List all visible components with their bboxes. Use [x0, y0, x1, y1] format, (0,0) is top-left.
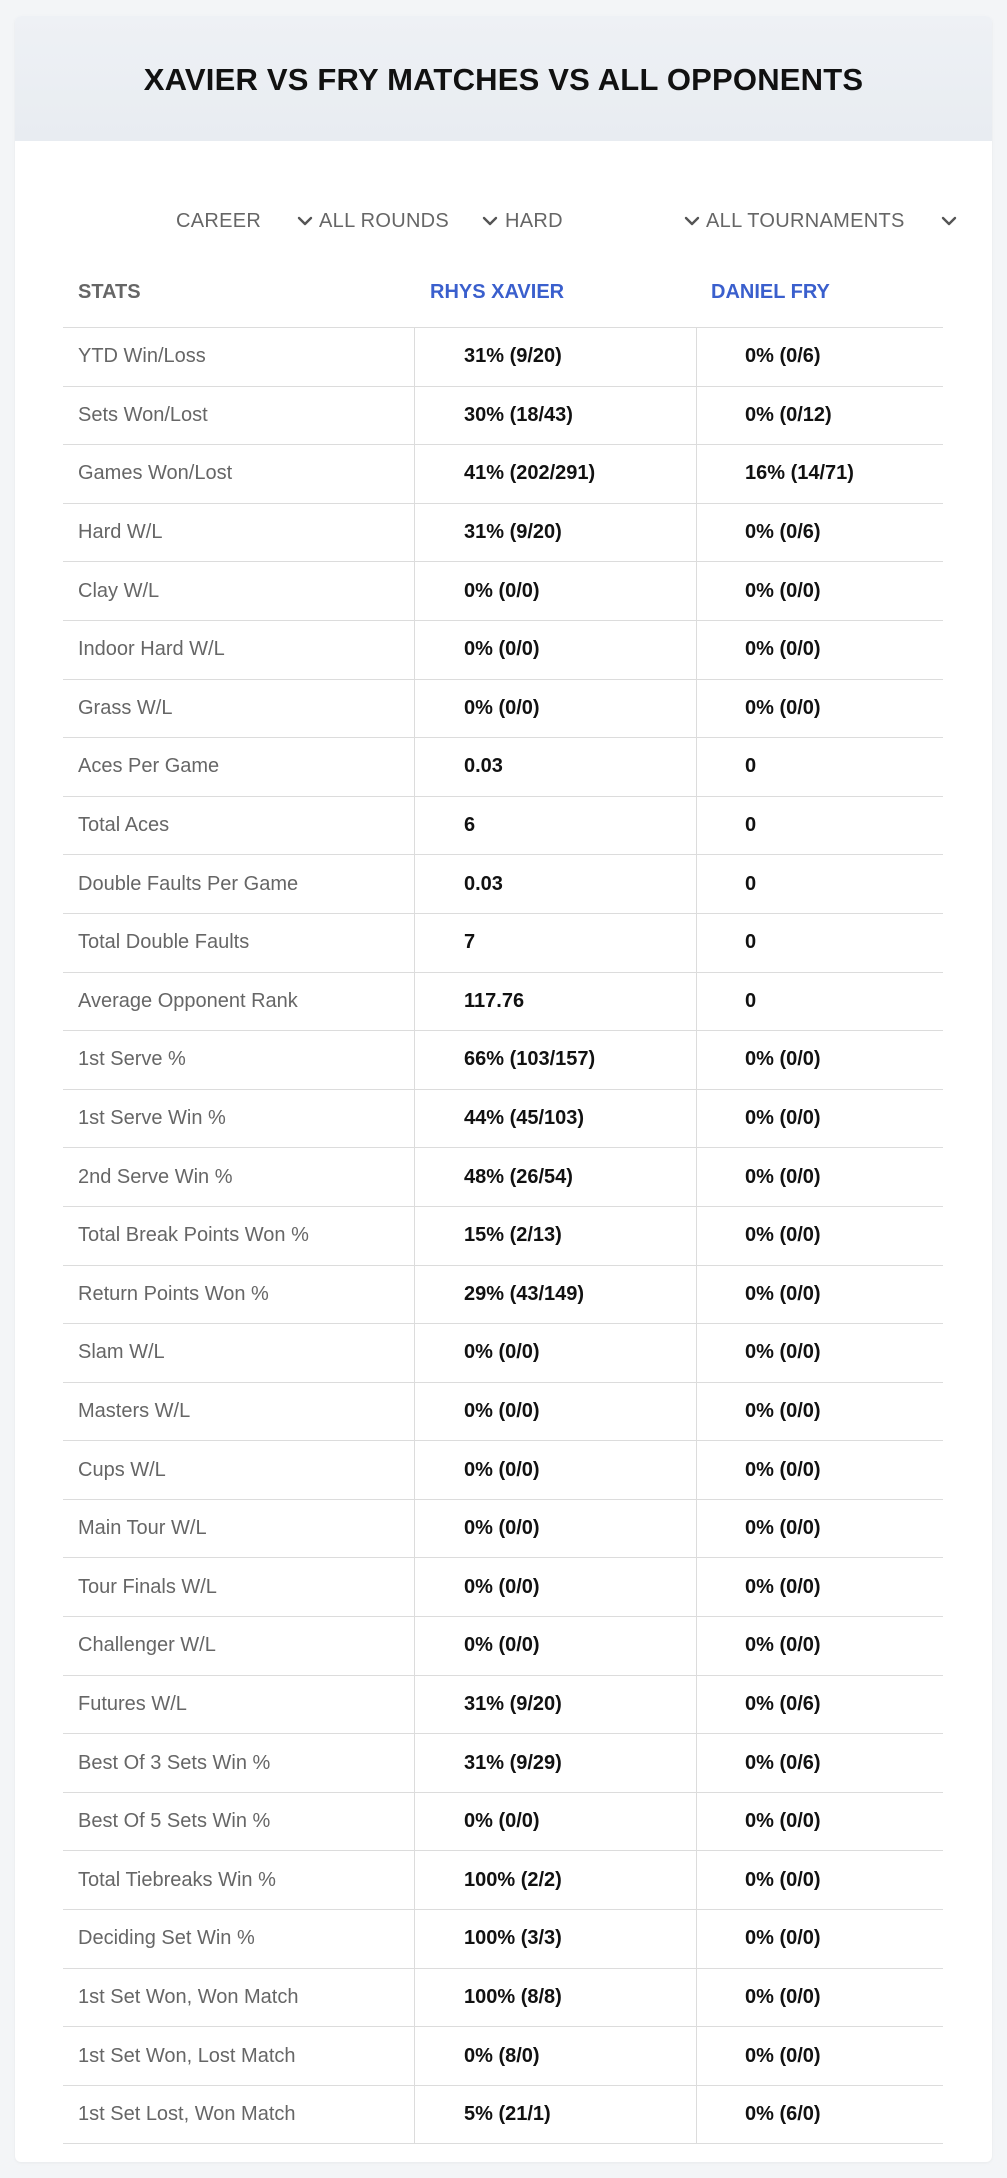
player1-value: 0% (0/0) — [414, 1383, 696, 1441]
player1-value: 0% (0/0) — [414, 1793, 696, 1851]
table-row — [63, 1031, 943, 1090]
filter-tournaments-value: ALL TOURNAMENTS — [706, 209, 905, 232]
filter-rounds[interactable] — [319, 186, 499, 256]
player1-value: 100% (8/8) — [414, 1969, 696, 2027]
page-title: XAVIER VS FRY MATCHES VS ALL OPPONENTS — [143, 61, 864, 97]
player2-value: 0% (0/0) — [696, 1148, 943, 1206]
table-row — [63, 387, 943, 446]
player1-value: 31% (9/20) — [414, 328, 696, 386]
stat-label: Best Of 3 Sets Win % — [78, 1751, 271, 1774]
table-row — [63, 2027, 943, 2086]
player1-value: 30% (18/43) — [414, 387, 696, 445]
table-body — [63, 328, 943, 2144]
table-row — [63, 1148, 943, 1207]
player2-value: 0% (0/0) — [696, 680, 943, 738]
filter-surface-value: HARD — [505, 209, 563, 232]
filter-tournaments[interactable] — [706, 186, 958, 256]
table-row — [63, 621, 943, 680]
table-row — [63, 1676, 943, 1735]
table-row — [63, 1500, 943, 1559]
player1-value: 117.76 — [414, 973, 696, 1031]
player2-value: 0% (0/0) — [696, 1266, 943, 1324]
player2-value: 0% (0/0) — [696, 1793, 943, 1851]
stat-label: Return Points Won % — [78, 1282, 269, 1305]
stat-label: Average Opponent Rank — [78, 989, 298, 1012]
table-row — [63, 328, 943, 387]
player2-value: 0% (0/0) — [696, 1969, 943, 2027]
player1-value: 0% (0/0) — [414, 1324, 696, 1382]
player2-value: 0% (0/0) — [696, 2027, 943, 2085]
stat-label: Indoor Hard W/L — [78, 638, 225, 661]
table-row — [63, 1207, 943, 1266]
player1-value: 0% (0/0) — [414, 562, 696, 620]
stat-label: YTD Win/Loss — [78, 345, 206, 368]
filter-surface[interactable] — [505, 186, 701, 256]
player1-value: 5% (21/1) — [414, 2086, 696, 2144]
stat-label: Cups W/L — [78, 1458, 166, 1481]
filter-period[interactable] — [176, 186, 314, 256]
stat-label: Aces Per Game — [78, 755, 220, 778]
table-row — [63, 1324, 943, 1383]
player2-value: 0 — [696, 855, 943, 913]
player2-value: 0% (0/0) — [696, 1441, 943, 1499]
player2-value: 0% (0/0) — [696, 1910, 943, 1968]
player2-value: 0 — [696, 797, 943, 855]
player2-value: 0% (0/12) — [696, 387, 943, 445]
stat-label: Total Double Faults — [78, 931, 250, 954]
header-player1-link[interactable]: RHYS XAVIER — [430, 280, 565, 303]
player2-value: 0% (6/0) — [696, 2086, 943, 2144]
stat-label: Main Tour W/L — [78, 1517, 207, 1540]
table-row — [63, 2086, 943, 2145]
table-row — [63, 504, 943, 563]
stat-label: Masters W/L — [78, 1399, 191, 1422]
chevron-down-icon — [296, 212, 314, 230]
table-row — [63, 914, 943, 973]
player2-value: 0% (0/0) — [696, 1031, 943, 1089]
table-row — [63, 973, 943, 1032]
table-row — [63, 855, 943, 914]
stat-label: Deciding Set Win % — [78, 1927, 255, 1950]
stats-card — [15, 16, 992, 2162]
player1-value: 29% (43/149) — [414, 1266, 696, 1324]
table-row — [63, 1383, 943, 1442]
player2-value: 0 — [696, 914, 943, 972]
player1-value: 31% (9/29) — [414, 1734, 696, 1792]
table-row — [63, 1910, 943, 1969]
stat-label: Best Of 5 Sets Win % — [78, 1810, 271, 1833]
header-stats: STATS — [78, 280, 141, 303]
player2-value: 0 — [696, 738, 943, 796]
stat-label: Grass W/L — [78, 696, 173, 719]
player2-value: 0% (0/0) — [696, 1383, 943, 1441]
player2-value: 0% (0/6) — [696, 1676, 943, 1734]
filter-period-value: CAREER — [176, 209, 262, 232]
table-row — [63, 1090, 943, 1149]
table-row — [63, 1793, 943, 1852]
stats-table — [63, 256, 943, 2144]
stat-label: 1st Set Won, Won Match — [78, 1985, 299, 2008]
chevron-down-icon — [481, 212, 499, 230]
table-row — [63, 1558, 943, 1617]
stat-label: 2nd Serve Win % — [78, 1165, 233, 1188]
chevron-down-icon — [940, 212, 958, 230]
player1-value: 44% (45/103) — [414, 1090, 696, 1148]
stat-label: Total Tiebreaks Win % — [78, 1868, 276, 1891]
player1-value: 0% (0/0) — [414, 1558, 696, 1616]
player2-value: 0% (0/0) — [696, 1500, 943, 1558]
player1-value: 100% (2/2) — [414, 1851, 696, 1909]
table-row — [63, 797, 943, 856]
player2-value: 0% (0/6) — [696, 1734, 943, 1792]
stat-label: Futures W/L — [78, 1692, 187, 1715]
stat-label: 1st Serve Win % — [78, 1107, 226, 1130]
player1-value: 0% (0/0) — [414, 1500, 696, 1558]
stat-label: 1st Set Won, Lost Match — [78, 2044, 296, 2067]
player2-value: 0% (0/0) — [696, 621, 943, 679]
player1-value: 7 — [414, 914, 696, 972]
table-row — [63, 1266, 943, 1325]
stat-label: Slam W/L — [78, 1341, 165, 1364]
stat-label: Total Break Points Won % — [78, 1224, 309, 1247]
player1-value: 0% (0/0) — [414, 1617, 696, 1675]
stat-label: Clay W/L — [78, 579, 160, 602]
stat-label: Total Aces — [78, 814, 170, 837]
stat-label: Hard W/L — [78, 521, 163, 544]
player2-value: 0% (0/0) — [696, 1558, 943, 1616]
player1-value: 0% (0/0) — [414, 621, 696, 679]
player2-value: 0% (0/0) — [696, 562, 943, 620]
player1-value: 66% (103/157) — [414, 1031, 696, 1089]
player1-value: 6 — [414, 797, 696, 855]
table-row — [63, 1441, 943, 1500]
player1-value: 100% (3/3) — [414, 1910, 696, 1968]
stat-label: Games Won/Lost — [78, 462, 233, 485]
stat-label: 1st Serve % — [78, 1048, 186, 1071]
player2-value: 16% (14/71) — [696, 445, 943, 503]
table-header — [63, 256, 943, 328]
table-row — [63, 1617, 943, 1676]
player1-value: 15% (2/13) — [414, 1207, 696, 1265]
player1-value: 0% (0/0) — [414, 1441, 696, 1499]
table-row — [63, 1969, 943, 2028]
player2-value: 0% (0/0) — [696, 1851, 943, 1909]
player2-value: 0% (0/6) — [696, 504, 943, 562]
filter-rounds-value: ALL ROUNDS — [319, 209, 450, 232]
table-row — [63, 738, 943, 797]
player2-value: 0% (0/0) — [696, 1617, 943, 1675]
stat-label: Double Faults Per Game — [78, 872, 299, 895]
player1-value: 41% (202/291) — [414, 445, 696, 503]
player1-value: 0.03 — [414, 855, 696, 913]
player2-value: 0% (0/0) — [696, 1324, 943, 1382]
player2-value: 0% (0/0) — [696, 1207, 943, 1265]
stat-label: Tour Finals W/L — [78, 1575, 217, 1598]
player1-value: 0% (8/0) — [414, 2027, 696, 2085]
player1-value: 0.03 — [414, 738, 696, 796]
player2-value: 0% (0/0) — [696, 1090, 943, 1148]
table-row — [63, 1734, 943, 1793]
player1-value: 48% (26/54) — [414, 1148, 696, 1206]
player1-value: 0% (0/0) — [414, 680, 696, 738]
player2-value: 0 — [696, 973, 943, 1031]
player1-value: 31% (9/20) — [414, 504, 696, 562]
table-row — [63, 445, 943, 504]
table-row — [63, 680, 943, 739]
header-player2-link[interactable]: DANIEL FRY — [711, 280, 830, 303]
filter-bar — [15, 186, 992, 256]
table-row — [63, 562, 943, 621]
chevron-down-icon — [683, 212, 701, 230]
header-banner — [15, 16, 992, 141]
stat-label: Sets Won/Lost — [78, 403, 208, 426]
table-row — [63, 1851, 943, 1910]
stat-label: 1st Set Lost, Won Match — [78, 2103, 296, 2126]
player1-value: 31% (9/20) — [414, 1676, 696, 1734]
stat-label: Challenger W/L — [78, 1634, 216, 1657]
player2-value: 0% (0/6) — [696, 328, 943, 386]
